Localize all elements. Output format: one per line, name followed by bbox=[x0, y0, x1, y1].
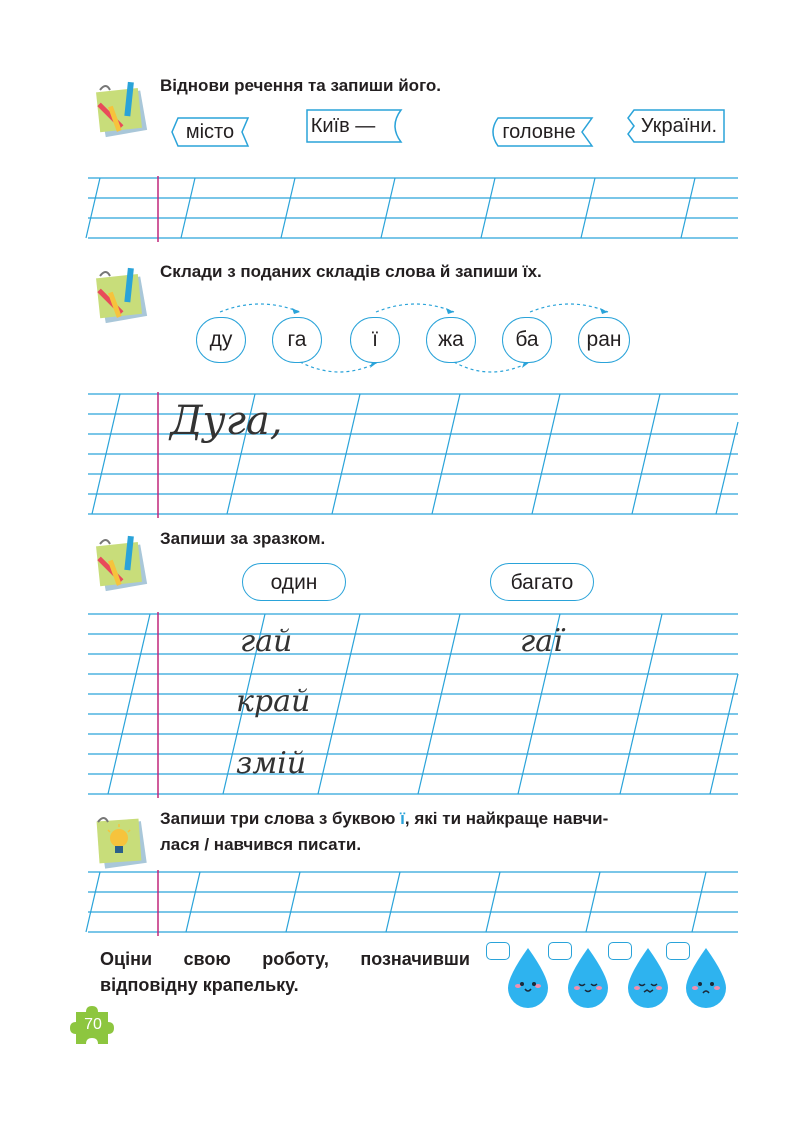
syllable-1: ду bbox=[196, 317, 246, 363]
word-banner-3: головне bbox=[502, 121, 576, 143]
uncertain-drop-icon bbox=[624, 946, 672, 1008]
task-4-text-c: лася / навчився писати. bbox=[160, 835, 362, 854]
handwritten-singular-3: змій bbox=[236, 746, 307, 781]
writing-lines-1 bbox=[0, 176, 800, 246]
label-singular: один bbox=[242, 563, 346, 601]
notes-pencil-icon bbox=[92, 534, 152, 594]
word-banner-4: України. bbox=[640, 115, 718, 137]
word-banner-2: Київ — bbox=[310, 115, 376, 137]
task-1-instruction: Віднови речення та запиши його. bbox=[160, 76, 442, 95]
handwritten-plural-1: гаї bbox=[520, 624, 563, 659]
syllable-arrows bbox=[190, 294, 640, 384]
word-banner-1: місто bbox=[185, 121, 235, 143]
self-assessment-text: Оціни свою роботу, позначивши відповідну крапельку. bbox=[100, 949, 470, 995]
task-3-instruction: Запиши за зразком. bbox=[160, 529, 326, 548]
syllable-2: га bbox=[272, 317, 322, 363]
syllable-4: жа bbox=[426, 317, 476, 363]
page-number: 70 bbox=[84, 1016, 102, 1033]
happy-drop-icon bbox=[504, 946, 552, 1008]
sad-drop-icon bbox=[682, 946, 730, 1008]
task-4-text-b: , які ти найкраще навчи- bbox=[404, 809, 609, 828]
handwritten-example-1: Дуга, bbox=[170, 398, 283, 444]
syllable-6: ран bbox=[578, 317, 630, 363]
handwritten-singular-1: гай bbox=[240, 624, 293, 659]
task-4-text-a: Запиши три слова з буквою bbox=[160, 809, 401, 828]
handwritten-singular-2: край bbox=[236, 684, 311, 719]
writing-lines-2 bbox=[0, 392, 800, 518]
task-2-instruction: Склади з поданих складів слова й запиши їх. bbox=[160, 262, 542, 281]
syllable-5: ба bbox=[502, 317, 552, 363]
notes-pencil-icon bbox=[92, 80, 152, 140]
lightbulb-note-icon bbox=[92, 812, 152, 872]
notes-pencil-icon bbox=[92, 266, 152, 326]
task-4-instruction bbox=[160, 806, 740, 858]
syllable-3: ї bbox=[350, 317, 400, 363]
writing-lines-3 bbox=[0, 612, 800, 798]
label-plural: багато bbox=[490, 563, 594, 601]
task-4-letter: ї bbox=[400, 809, 405, 828]
content-drop-icon bbox=[564, 946, 612, 1008]
writing-lines-4 bbox=[0, 870, 800, 940]
